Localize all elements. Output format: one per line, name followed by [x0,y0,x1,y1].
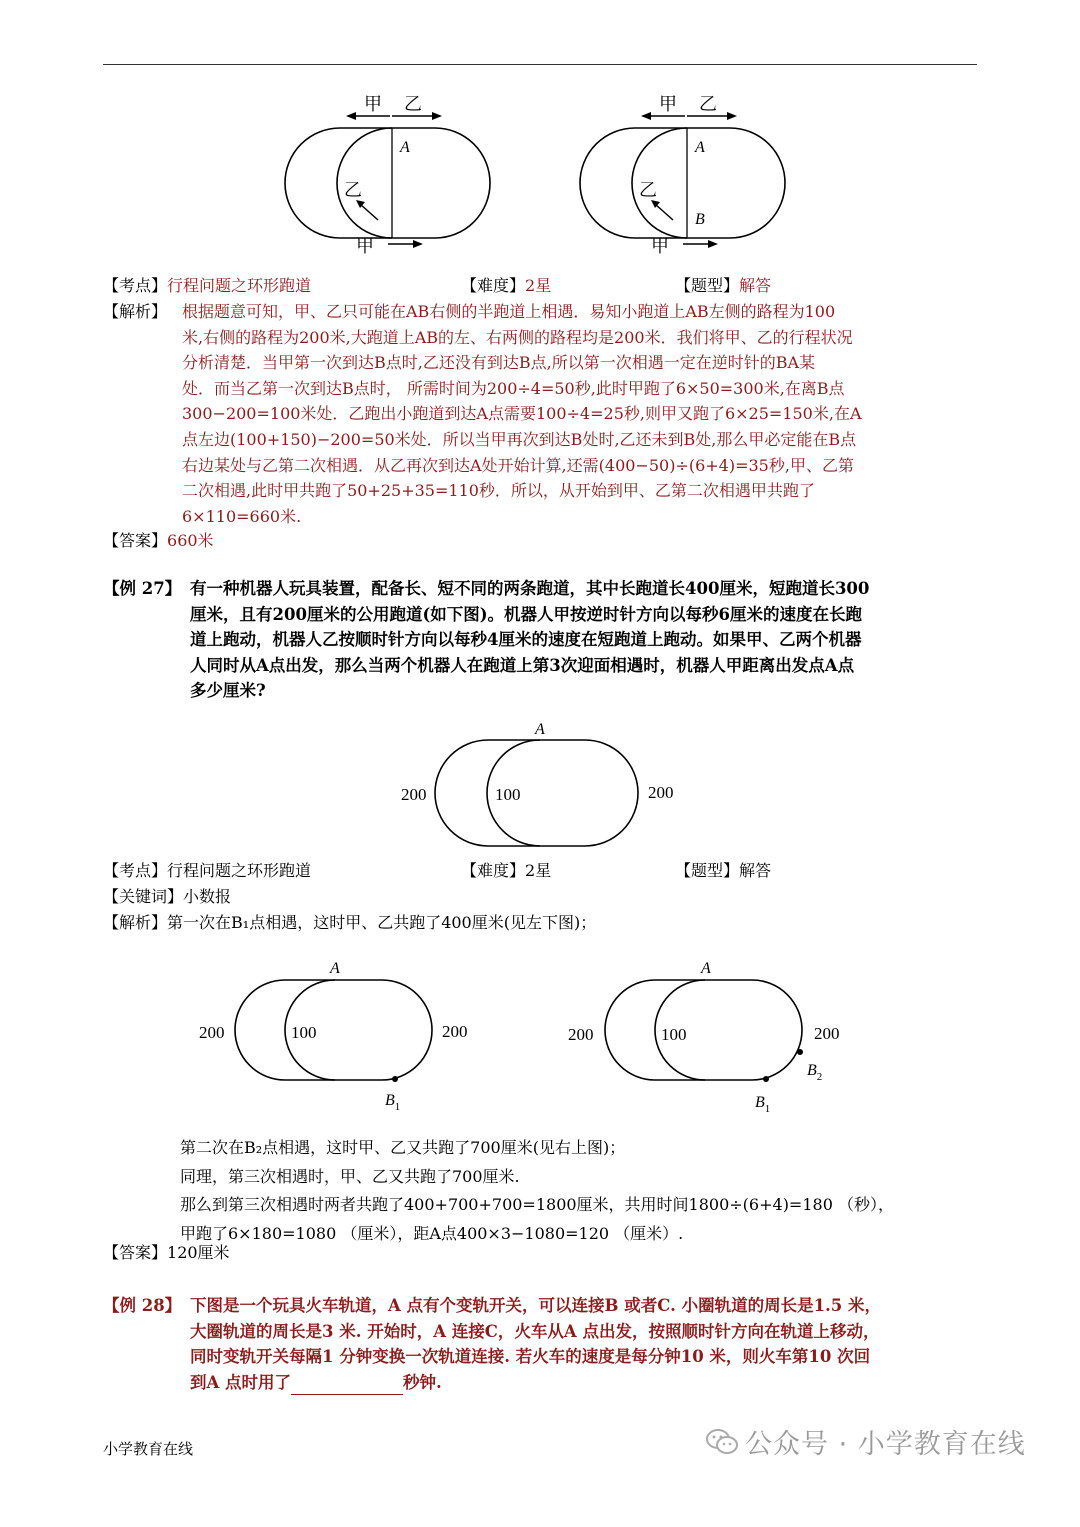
analysis1-tag: 【解析】 [103,302,168,321]
meta-row-2 [103,858,772,884]
fig5-left-length: 200 [568,1025,594,1044]
kaodian-tag-2: 【考点】 [103,861,168,880]
kaodian-tag: 【考点】 [103,276,168,295]
tixing-value: 解答 [739,276,772,295]
analysis1-line: 右边某处与乙第二次相遇．从乙再次到达A处开始计算,还需(400−50)÷(6+4)=35秒,甲、乙第 [182,455,854,475]
example27-tag: 【例 27】 [103,579,182,598]
fig4-left-length: 200 [199,1023,225,1042]
fig5-right-length: 200 [814,1024,840,1043]
fig1-label-yi-top: 乙 [404,94,422,115]
fig5-point-b1: $B_1$ [755,1094,771,1115]
footer-text: 小学教育在线 [103,1440,194,1458]
fig4-right-length: 200 [442,1022,468,1041]
fig2-point-a: A [695,139,705,156]
fig3-inner-length: 100 [495,785,521,804]
answer2-value: 120厘米 [167,1243,230,1262]
analysis1-line: 二次相遇,此时甲共跑了50+25+35=110秒．所以，从开始到甲、乙第二次相遇甲共跑了 [182,481,815,501]
example27-line: 道上跑动，机器人乙按顺时针方向以每秒4厘米的速度在短跑道上跑动。如果甲、乙两个机器 [190,630,862,650]
analysis1-line: 根据题意可知，甲、乙只可能在AB右侧的半跑道上相遇．易知小跑道上AB左侧的路程为100 [182,302,836,321]
tixing-value-2: 解答 [739,861,772,880]
analysis1-line: 米,右侧的路程为200米,大跑道上AB的左、右两侧的路程均是200米．我们将甲、乙的行程状况 [182,327,853,347]
example27-line: 有一种机器人玩具装置，配备长、短不同的两条跑道，其中长跑道长400厘米，短跑道长300 [190,579,870,598]
answer1-value: 660米 [167,531,214,550]
analysis2-body [180,1134,894,1248]
header-rule [103,64,977,65]
analysis1-body [182,299,862,529]
nandu-tag: 【难度】 [461,276,526,295]
fig2-label-yi-inner: 乙 [639,180,657,201]
analysis1-line: 分析清楚．当甲第一次到达B点时,乙还没有到达B点,所以第一次相遇一定在逆时针的BA某 [182,353,816,373]
kaodian-value: 行程问题之环形跑道 [167,276,312,295]
analysis1-line: 300−200=100米处．乙跑出小跑道到达A点需要100÷4=25秒,则甲又跑了6×25=150米,在A [182,404,862,424]
fig5-point-b2: $B_2$ [807,1062,823,1083]
example28-line: 大圈轨道的周长是3 米. 开始时，A 连接C，火车从A 点出发，按照顺时针方向在轨道上移动， [190,1321,880,1341]
fig3-right-length: 200 [648,783,674,802]
fig1-label-yi-inner: 乙 [344,180,362,201]
example27-line: 多少厘米? [190,681,266,701]
analysis2-line: 同理，第三次相遇时，甲、乙又共跑了700厘米. [180,1166,520,1186]
analysis1-line: 点左边(100+150)−200=50米处．所以当甲再次到达B处时,乙还未到B处,那么甲必定能在B点 [182,429,857,449]
analysis1-line: 6×110=660米. [182,506,302,526]
figure-track-2 [575,88,800,263]
nandu-group-2 [461,858,551,884]
figure-track-1 [280,88,505,263]
kaodian-value-2: 行程问题之环形跑道 [167,861,312,880]
answer2-row [103,1240,230,1266]
figure-track-3 [395,718,695,848]
wechat-icon [705,1427,739,1464]
answer-blank [291,1376,403,1395]
example28-last-after: 秒钟. [403,1372,442,1392]
fig3-left-length: 200 [401,785,427,804]
figure-track-4 [195,955,495,1120]
analysis2-first: 第一次在B₁点相遇，这时甲、乙共跑了400厘米(见左下图)； [167,913,597,932]
answer2-tag: 【答案】 [103,1243,168,1262]
nandu-group [461,273,551,299]
fig1-label-jia-bottom: 甲 [356,236,374,257]
meta-row-1 [103,273,772,299]
fig5-point-a: A [701,960,711,977]
keyword-tag: 【关键词】 [103,887,184,906]
analysis2-line: 第二次在B₂点相遇，这时甲、乙又共跑了700厘米(见右上图)； [180,1138,626,1157]
figure-track-5 [565,955,865,1120]
answer1-tag: 【答案】 [103,531,168,550]
nandu-value: 2星 [525,276,552,295]
tixing-group [675,273,771,299]
example28-last-before: 到A 点时用了 [190,1372,292,1392]
example28-line: 下图是一个玩具火车轨道，A 点有个变轨开关，可以连接B 或者C. 小圈轨道的周长是1.5 米， [190,1296,882,1315]
keyword-row [103,884,231,910]
tixing-tag-2: 【题型】 [675,861,740,880]
analysis2-row [103,910,596,936]
fig2-point-b: B [695,211,705,228]
tixing-group-2 [675,858,771,884]
fig1-label-jia-top: 甲 [364,94,382,115]
fig2-label-jia-top: 甲 [659,94,677,115]
watermark [705,1422,1026,1464]
example28-tag: 【例 28】 [103,1296,182,1315]
example27-line: 人同时从A点出发，那么当两个机器人在跑道上第3次迎面相遇时，机器人甲距离出发点A点 [190,655,855,675]
analysis1-line: 处．而当乙第一次到达B点时， 所需时间为200÷4=50秒,此时甲跑了6×50=300米,在离B点 [182,378,845,398]
nandu-tag-2: 【难度】 [461,861,526,880]
fig4-inner-length: 100 [291,1023,317,1042]
example27-line: 厘米，且有200厘米的公用跑道(如下图)。机器人甲按逆时针方向以每秒6厘米的速度在长跑 [190,604,863,624]
fig4-point-a: A [330,960,340,977]
analysis2-line: 甲跑了6×180=1080 （厘米），距A点400×3−1080=120 （厘米）. [180,1223,684,1243]
analysis2-tag: 【解析】 [103,913,168,932]
example28-body [190,1293,881,1395]
fig4-point-b1: $B_1$ [385,1092,401,1113]
example28-line: 同时变轨开关每隔1 分钟变换一次轨道连接. 若火车的速度是每分钟10 米，则火车第10 次回 [190,1347,871,1367]
keyword-value: 小数报 [183,887,232,906]
answer1-row [103,528,214,554]
fig2-label-jia-bottom: 甲 [651,236,669,257]
fig1-point-a: A [400,139,410,156]
fig2-label-yi-top: 乙 [699,94,717,115]
example27-body [190,576,869,704]
watermark-text: 公众号 · 小学教育在线 [745,1429,1026,1460]
fig3-point-a: A [535,721,545,738]
tixing-tag: 【题型】 [675,276,740,295]
nandu-value-2: 2星 [525,861,552,880]
example28-last-line [190,1370,881,1396]
fig5-inner-length: 100 [661,1025,687,1044]
analysis2-line: 那么到第三次相遇时两者共跑了400+700+700=1800厘米，共用时间1800÷(6+4)=180 （秒）， [180,1195,894,1214]
